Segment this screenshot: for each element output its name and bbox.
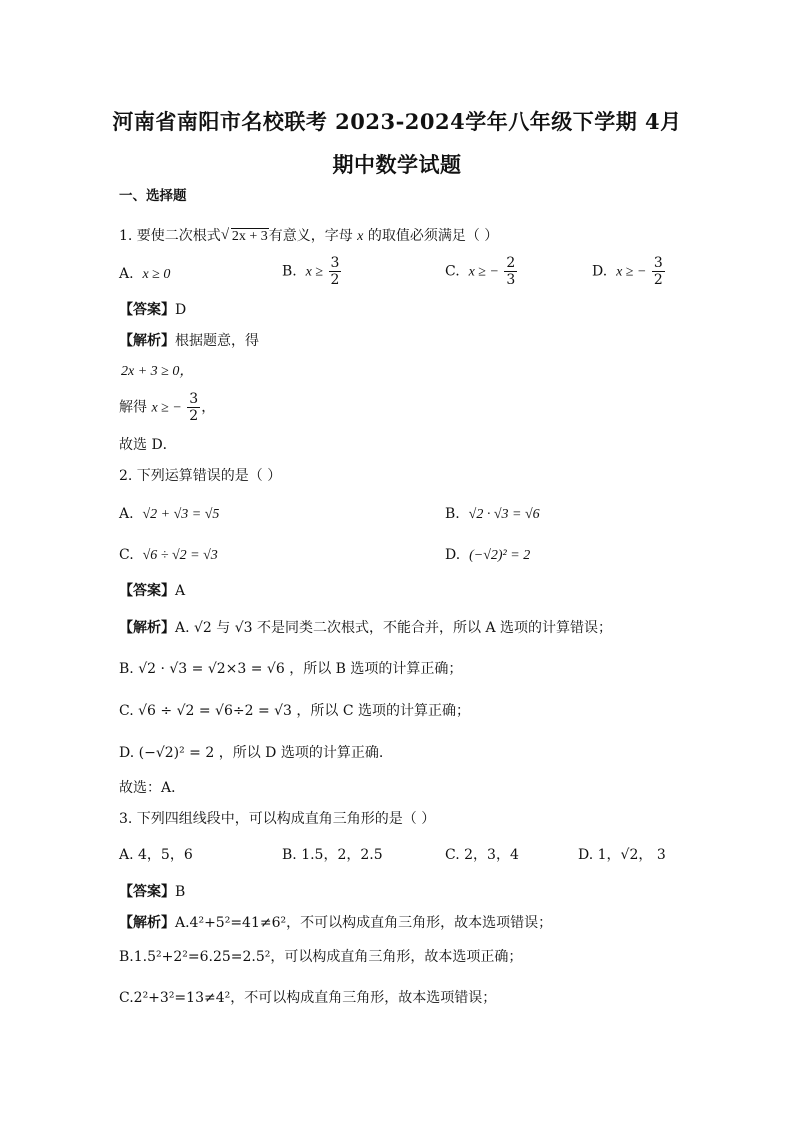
q1-option-d: D. x ≥ − $\frac{3}{2}$	[592, 255, 663, 288]
q2-option-b: B. √2 · √3 = √6	[445, 506, 540, 522]
q2-option-c: C. √6 ÷ √2 = √3	[119, 547, 218, 563]
q2-analysis-a: 【解析】A. √2 与 √3 不是同类二次根式，不能合并，所以 A 选项的计算错误；	[119, 620, 613, 636]
question-2-stem: 2. 下列运算错误的是（ ）	[119, 468, 282, 484]
q3-option-c: C. 2，3，4	[445, 847, 519, 863]
q1-analysis-solution: 解得 x ≥ − $\frac{3}{2}$ ，	[119, 391, 216, 424]
q1-option-a: A. x ≥ 0	[119, 266, 171, 282]
q3-analysis-c: C.2²+3²=13≠4²，不可以构成直角三角形，故本选项错误；	[119, 990, 497, 1006]
q2-answer: 【答案】A	[119, 583, 186, 599]
section-heading: 一、选择题	[119, 188, 187, 204]
q1-analysis-inequality: 2x + 3 ≥ 0，	[121, 364, 194, 379]
question-1-stem: 1. 要使二次根式√ 2x + 3有意义，字母 x 的取值必须满足（ ）	[119, 226, 498, 247]
q1-answer: 【答案】D	[119, 302, 187, 318]
q2-option-a: A. √2 + √3 = √5	[119, 506, 220, 522]
q3-option-d: D. 1，√2， 3	[578, 847, 666, 863]
q2-option-d: D. (−√2)² = 2	[445, 547, 531, 563]
q2-analysis-d: D. (−√2)² = 2 ，所以 D 选项的计算正确.	[119, 745, 384, 761]
q2-analysis-c: C. √6 ÷ √2 = √6÷2 = √3 ，所以 C 选项的计算正确；	[119, 703, 471, 719]
document-title-line1: 河南省南阳市名校联考 2023-2024学年八年级下学期 4月	[112, 109, 682, 134]
q3-option-a: A. 4，5，6	[119, 847, 193, 863]
document-title-line2: 期中数学试题	[332, 152, 462, 177]
radical-expression: √ 2x + 3	[222, 227, 269, 247]
q2-analysis-b: B. √2 · √3 = √2×3 = √6 ，所以 B 选项的计算正确；	[119, 661, 463, 677]
q1-analysis: 【解析】根据题意，得	[119, 333, 259, 349]
q1-option-b: B. x ≥ $\frac{3}{2}$	[282, 255, 340, 288]
q3-option-b: B. 1.5，2，2.5	[282, 847, 383, 863]
q2-conclusion: 故选：A．	[119, 780, 186, 796]
q3-analysis-b: B.1.5²+2²=6.25=2.5²，可以构成直角三角形，故本选项正确；	[119, 949, 523, 965]
q1-conclusion: 故选 D．	[119, 437, 177, 453]
question-3-stem: 3. 下列四组线段中，可以构成直角三角形的是（ ）	[119, 811, 436, 827]
q1-option-c: C. x ≥ − $\frac{2}{3}$	[445, 255, 516, 288]
q3-answer: 【答案】B	[119, 884, 186, 900]
q3-analysis-a: 【解析】A.4²+5²=41≠6²，不可以构成直角三角形，故本选项错误；	[119, 915, 553, 931]
